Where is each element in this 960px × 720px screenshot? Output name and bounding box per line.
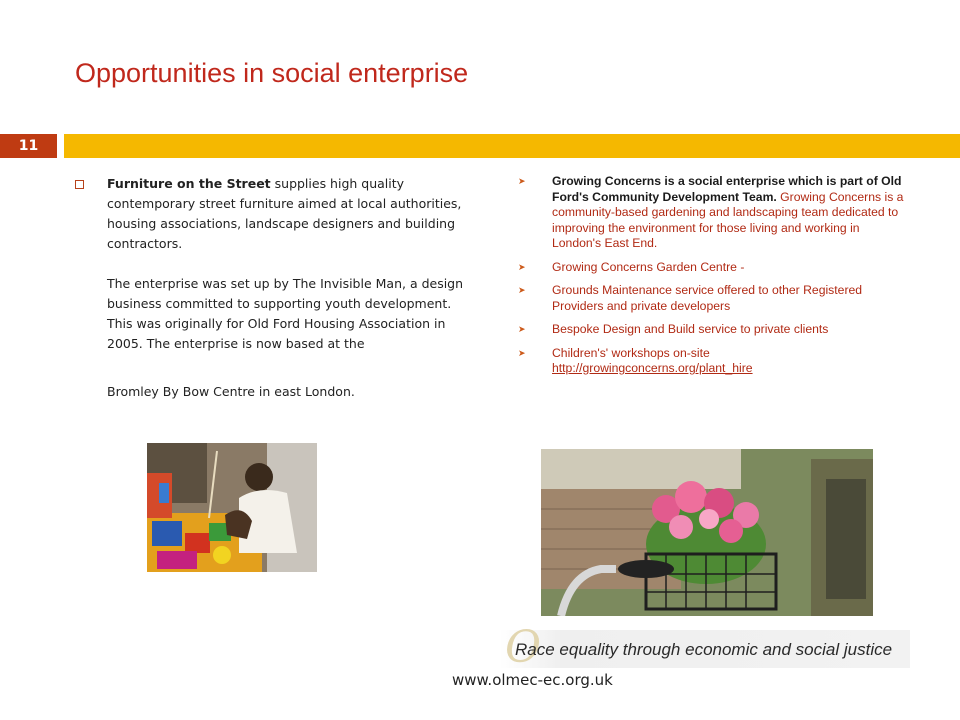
list-item: [518, 260, 910, 276]
arrow-bullet-icon: ➤: [518, 176, 526, 186]
growing-concerns-lead: Growing Concerns is a social enterprise which is part of Old Ford's Community Development Team.: [552, 174, 902, 204]
website-url: www.olmec-ec.org.uk: [452, 671, 613, 689]
plant-hire-link[interactable]: http://growingconcerns.org/plant_hire: [552, 361, 753, 375]
olmec-logo-icon: O: [505, 622, 542, 673]
bespoke-design-text: Bespoke Design and Build service to private clients: [552, 322, 829, 336]
list-item: [518, 283, 910, 314]
furniture-description: supplies high quality contemporary street furniture aimed at local authorities, housing associations, landscape designers and building contractors.: [107, 176, 462, 251]
left-paragraph-1: [107, 174, 467, 254]
list-item: [518, 174, 910, 252]
arrow-bullet-icon: ➤: [518, 347, 526, 358]
workshops-text: Children's' workshops on-site: [552, 345, 710, 360]
growing-concerns-description: Growing Concerns is a community-based gardening and landscaping team dedicated to improving the environment for those living and working in London's East End.: [552, 189, 904, 250]
list-item: [518, 346, 910, 377]
furniture-lead: Furniture on the Street: [107, 176, 271, 191]
left-column: [75, 174, 467, 402]
list-item: [518, 322, 910, 338]
grounds-maintenance-text: Grounds Maintenance service offered to other Registered Providers and private developers: [552, 283, 863, 313]
slide-title: Opportunities in social enterprise: [75, 58, 469, 88]
square-bullet-icon: [75, 180, 84, 189]
right-column: [518, 174, 910, 385]
left-bullet-text: [107, 174, 467, 402]
garden-centre-text: Growing Concerns Garden Centre -: [552, 259, 745, 274]
arrow-bullet-icon: ➤: [518, 261, 526, 272]
slide-number: 11: [0, 134, 57, 158]
left-paragraph-2: The enterprise was set up by The Invisible Man, a design business committed to supporting youth development. This was originally for Old Ford Housing Association in 2005. The enterprise is now based at the: [107, 276, 464, 351]
organisation-tagline: Race equality through economic and social justice: [515, 640, 893, 659]
flower-basket-photo: [541, 449, 873, 616]
left-paragraph-3: Bromley By Bow Centre in east London.: [107, 384, 355, 399]
arrow-bullet-icon: ➤: [518, 285, 526, 295]
accent-bar: [64, 134, 960, 158]
furniture-painting-photo: [147, 443, 317, 572]
arrow-bullet-icon: ➤: [518, 324, 526, 334]
